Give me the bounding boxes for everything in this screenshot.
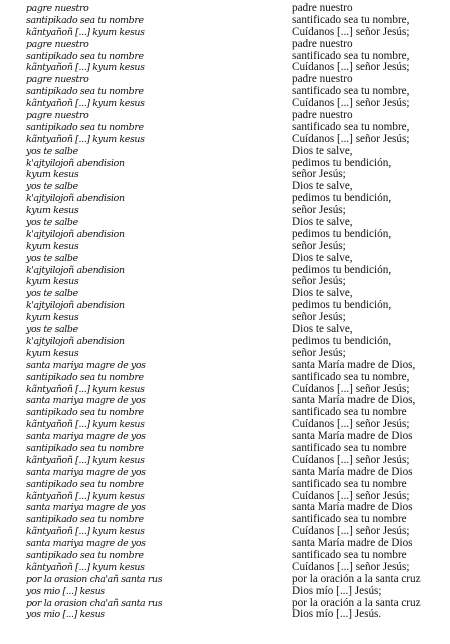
- spanish-translation: santa María madre de Dios,: [292, 359, 416, 371]
- chol-text: por la orasion cha'añ santa rus: [26, 597, 163, 609]
- chol-text: santipikado sea tu nombre: [26, 478, 144, 490]
- transcript-line: [0, 134, 450, 146]
- spanish-translation: Cuídanos [...] señor Jesús;: [292, 383, 410, 395]
- transcript-line: [0, 360, 450, 372]
- transcript-line: [0, 229, 450, 241]
- spanish-translation: Dios te salve,: [292, 324, 353, 336]
- transcript-line: [0, 205, 450, 217]
- transcript-line: [0, 479, 450, 491]
- chol-text: yos te salbe: [26, 252, 78, 264]
- chol-text: kyum kesus: [26, 240, 79, 252]
- spanish-translation: padre nuestro: [292, 38, 353, 50]
- spanish-translation: santificado sea tu nombre: [292, 549, 407, 561]
- spanish-translation: por la oración a la santa cruz: [292, 573, 421, 585]
- chol-text: santipikado sea tu nombre: [26, 14, 144, 26]
- chol-text: k'ajtyilojoñ abendision: [26, 335, 125, 347]
- chol-text: santipikado sea tu nombre: [26, 514, 144, 526]
- chol-text: pagre nuestro: [26, 74, 89, 86]
- chol-text: kãntyañoñ [...] kyum kesus: [26, 490, 145, 502]
- transcript-line: [0, 550, 450, 562]
- chol-text: santipikado sea tu nombre: [26, 549, 144, 561]
- chol-text: kyum kesus: [26, 276, 79, 288]
- spanish-translation: santificado sea tu nombre: [292, 478, 407, 490]
- chol-text: kyum kesus: [26, 312, 79, 324]
- spanish-translation: Cuídanos [...] señor Jesús;: [292, 561, 410, 573]
- spanish-translation: santificado sea tu nombre,: [292, 14, 410, 26]
- spanish-translation: Dios te salve,: [292, 145, 353, 157]
- transcript-line: [0, 122, 450, 134]
- chol-text: kãntyañoñ [...] kyum kesus: [26, 561, 145, 573]
- chol-text: yos te salbe: [26, 145, 78, 157]
- chol-text: k'ajtyilojoñ abendision: [26, 300, 125, 312]
- spanish-translation: Cuídanos [...] señor Jesús;: [292, 62, 410, 74]
- spanish-translation: por la oración a la santa cruz: [292, 597, 421, 609]
- spanish-translation: señor Jesús;: [292, 205, 346, 217]
- transcript-line: [0, 288, 450, 300]
- transcript-line: [0, 562, 450, 574]
- transcript-line: [0, 98, 450, 110]
- spanish-translation: Dios te salve,: [292, 217, 353, 229]
- chol-text: santipikado sea tu nombre: [26, 442, 144, 454]
- spanish-translation: pedimos tu bendición,: [292, 264, 392, 276]
- spanish-translation: señor Jesús;: [292, 240, 346, 252]
- transcript-line: [0, 455, 450, 467]
- spanish-translation: santa María madre de Dios,: [292, 395, 416, 407]
- spanish-translation: Cuídanos [...] señor Jesús;: [292, 133, 410, 145]
- chol-text: santipikado sea tu nombre: [26, 86, 144, 98]
- spanish-translation: santificado sea tu nombre,: [292, 121, 410, 133]
- chol-text: k'ajtyilojoñ abendision: [26, 157, 125, 169]
- transcript-line: [0, 431, 450, 443]
- chol-text: kãntyañoñ [...] kyum kesus: [26, 383, 145, 395]
- transcript-line: [0, 74, 450, 86]
- transcript-line: [0, 276, 450, 288]
- chol-text: kãntyañoñ [...] kyum kesus: [26, 454, 145, 466]
- spanish-translation: padre nuestro: [292, 3, 353, 14]
- transcript-line: [0, 502, 450, 514]
- spanish-translation: Cuídanos [...] señor Jesús;: [292, 454, 410, 466]
- chol-text: santipikado sea tu nombre: [26, 50, 144, 62]
- chol-text: kãntyañoñ [...] kyum kesus: [26, 26, 145, 38]
- chol-text: kãntyañoñ [...] kyum kesus: [26, 62, 145, 74]
- spanish-translation: Cuídanos [...] señor Jesús;: [292, 490, 410, 502]
- chol-text: yos te salbe: [26, 217, 78, 229]
- transcript-line: [0, 241, 450, 253]
- chol-text: yos te salbe: [26, 181, 78, 193]
- chol-text: kyum kesus: [26, 347, 79, 359]
- transcript-line: [0, 253, 450, 265]
- chol-text: por la orasion cha'añ santa rus: [26, 573, 163, 585]
- transcript-line: [0, 384, 450, 396]
- spanish-translation: santificado sea tu nombre: [292, 407, 407, 419]
- transcript-line: [0, 491, 450, 503]
- chol-text: santa mariya magre de yos: [26, 502, 146, 514]
- transcript-line: [0, 51, 450, 63]
- chol-text: kyum kesus: [26, 169, 79, 181]
- transcript-line: [0, 586, 450, 598]
- transcript-line: [0, 217, 450, 229]
- transcript-line: [0, 324, 450, 336]
- transcript-line: [0, 348, 450, 360]
- spanish-translation: santa María madre de Dios: [292, 502, 413, 514]
- spanish-translation: pedimos tu bendición,: [292, 193, 392, 205]
- spanish-translation: santa María madre de Dios: [292, 431, 413, 443]
- transcript-line: [0, 467, 450, 479]
- transcript-line: [0, 407, 450, 419]
- transcript-line: [0, 574, 450, 586]
- spanish-translation: santa María madre de Dios: [292, 466, 413, 478]
- chol-text: santipikado sea tu nombre: [26, 407, 144, 419]
- spanish-translation: santa María madre de Dios: [292, 538, 413, 550]
- transcript-line: [0, 62, 450, 74]
- chol-text: santa mariya magre de yos: [26, 359, 146, 371]
- spanish-translation: Cuídanos [...] señor Jesús;: [292, 526, 410, 538]
- spanish-translation: señor Jesús;: [292, 276, 346, 288]
- transcript-line: [0, 372, 450, 384]
- chol-text: kãntyañoñ [...] kyum kesus: [26, 419, 145, 431]
- transcript-line: [0, 3, 450, 15]
- chol-text: santa mariya magre de yos: [26, 466, 146, 478]
- bilingual-prayer-transcript: [0, 3, 450, 621]
- spanish-translation: Dios te salve,: [292, 181, 353, 193]
- chol-text: yos te salbe: [26, 324, 78, 336]
- spanish-translation: señor Jesús;: [292, 312, 346, 324]
- transcript-line: [0, 27, 450, 39]
- spanish-translation: Cuídanos [...] señor Jesús;: [292, 26, 410, 38]
- spanish-translation: pedimos tu bendición,: [292, 335, 392, 347]
- chol-text: k'ajtyilojoñ abendision: [26, 228, 125, 240]
- transcript-line: [0, 312, 450, 324]
- chol-text: kãntyañoñ [...] kyum kesus: [26, 98, 145, 110]
- spanish-translation: Cuídanos [...] señor Jesús;: [292, 98, 410, 110]
- spanish-translation: santificado sea tu nombre,: [292, 86, 410, 98]
- transcript-line: [0, 158, 450, 170]
- chol-text: pagre nuestro: [26, 38, 89, 50]
- chol-text: santipikado sea tu nombre: [26, 371, 144, 383]
- chol-text: kãntyañoñ [...] kyum kesus: [26, 133, 145, 145]
- chol-text: yos mio [...] kesus: [26, 609, 105, 621]
- transcript-line: [0, 169, 450, 181]
- spanish-translation: Dios te salve,: [292, 252, 353, 264]
- transcript-line: [0, 300, 450, 312]
- chol-text: santa mariya magre de yos: [26, 538, 146, 550]
- chol-text: k'ajtyilojoñ abendision: [26, 264, 125, 276]
- chol-text: santa mariya magre de yos: [26, 431, 146, 443]
- transcript-line: [0, 419, 450, 431]
- chol-text: santa mariya magre de yos: [26, 395, 146, 407]
- spanish-translation: santificado sea tu nombre,: [292, 371, 410, 383]
- spanish-translation: señor Jesús;: [292, 169, 346, 181]
- spanish-translation: pedimos tu bendición,: [292, 300, 392, 312]
- transcript-line: [0, 110, 450, 122]
- transcript-line: [0, 15, 450, 27]
- transcript-line: [0, 514, 450, 526]
- transcript-line: [0, 395, 450, 407]
- spanish-translation: padre nuestro: [292, 74, 353, 86]
- transcript-line: [0, 443, 450, 455]
- chol-text: k'ajtyilojoñ abendision: [26, 193, 125, 205]
- transcript-line: [0, 193, 450, 205]
- chol-text: yos te salbe: [26, 288, 78, 300]
- spanish-translation: señor Jesús;: [292, 347, 346, 359]
- spanish-translation: Dios mío [...] Jesús.: [292, 609, 382, 621]
- spanish-translation: pedimos tu bendición,: [292, 228, 392, 240]
- spanish-translation: santificado sea tu nombre,: [292, 50, 410, 62]
- transcript-line: [0, 181, 450, 193]
- transcript-line: [0, 86, 450, 98]
- spanish-translation: Dios te salve,: [292, 288, 353, 300]
- transcript-line: [0, 39, 450, 51]
- transcript-line: [0, 336, 450, 348]
- chol-text: pagre nuestro: [26, 3, 89, 14]
- transcript-line: [0, 146, 450, 158]
- transcript-line: [0, 538, 450, 550]
- transcript-line: [0, 609, 450, 621]
- spanish-translation: santificado sea tu nombre: [292, 442, 407, 454]
- chol-text: yos mio [...] kesus: [26, 585, 105, 597]
- spanish-translation: padre nuestro: [292, 110, 353, 122]
- chol-text: santipikado sea tu nombre: [26, 121, 144, 133]
- chol-text: kãntyañoñ [...] kyum kesus: [26, 526, 145, 538]
- transcript-line: [0, 265, 450, 277]
- spanish-translation: santificado sea tu nombre: [292, 514, 407, 526]
- transcript-line: [0, 526, 450, 538]
- spanish-translation: Cuídanos [...] señor Jesús;: [292, 419, 410, 431]
- chol-text: pagre nuestro: [26, 110, 89, 122]
- spanish-translation: pedimos tu bendición,: [292, 157, 392, 169]
- chol-text: kyum kesus: [26, 205, 79, 217]
- transcript-line: [0, 598, 450, 610]
- spanish-translation: Dios mío [...] Jesús;: [292, 585, 382, 597]
